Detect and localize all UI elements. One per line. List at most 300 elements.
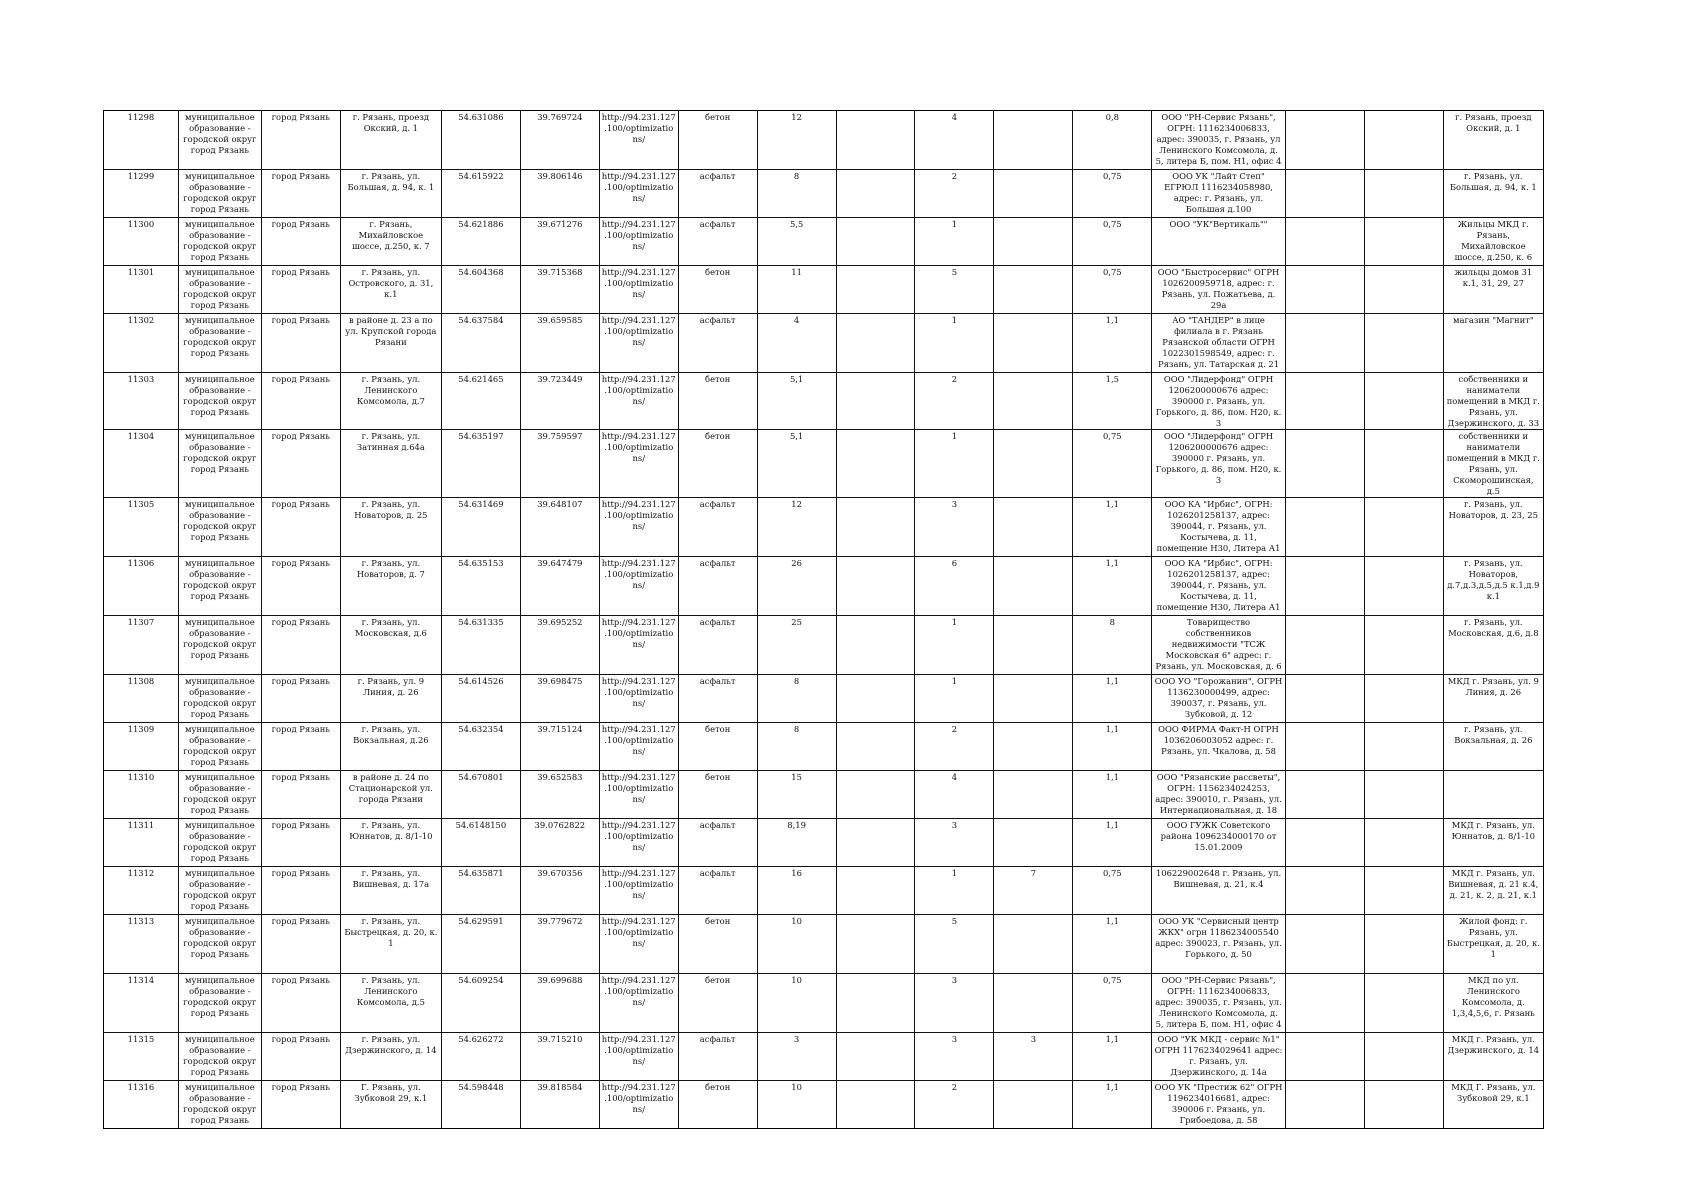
latitude-cell: 54.609254	[441, 974, 520, 1033]
area-cell: 10	[757, 974, 836, 1033]
municipality-cell: муниципальное образование - городской округ город Рязань	[178, 867, 261, 915]
empty-cell	[1364, 915, 1443, 974]
owner-cell: ООО ФИРМА Факт-Н ОГРН 1036206003052 адрес: г. Рязань, ул. Чкалова, д. 58	[1152, 723, 1286, 771]
registry-table	[103, 110, 1544, 1129]
containers-cell: 1	[915, 314, 994, 373]
latitude-cell: 54.629591	[441, 915, 520, 974]
address-cell: г. Рязань, ул. Ленинского Комсомола, д.7	[340, 373, 441, 430]
sources-cell: г. Рязань, ул. Новаторов, д. 23, 25	[1443, 498, 1543, 557]
address-cell: г. Рязань, ул. Быстрецкая, д. 20, к. 1	[340, 915, 441, 974]
longitude-cell: 39.698475	[520, 675, 599, 723]
link-cell: http://94.231.127.100/optimizations/	[599, 111, 678, 170]
empty-cell	[1364, 373, 1443, 430]
table-row	[104, 915, 1544, 974]
surface-cell: бетон	[678, 723, 757, 771]
id-cell: 11316	[104, 1081, 179, 1129]
id-cell: 11301	[104, 266, 179, 314]
empty-cell	[1364, 266, 1443, 314]
link-cell: http://94.231.127.100/optimizations/	[599, 974, 678, 1033]
empty-cell	[836, 723, 915, 771]
municipality-cell: муниципальное образование - городской округ город Рязань	[178, 915, 261, 974]
municipality-cell: муниципальное образование - городской округ город Рязань	[178, 1081, 261, 1129]
table-row	[104, 1033, 1544, 1081]
area-cell: 5,1	[757, 373, 836, 430]
empty-cell	[836, 266, 915, 314]
table-row	[104, 771, 1544, 819]
latitude-cell: 54.670801	[441, 771, 520, 819]
volume-cell: 1,1	[1073, 771, 1152, 819]
id-cell: 11309	[104, 723, 179, 771]
address-cell: г. Рязань, ул. Вишневая, д. 17а	[340, 867, 441, 915]
sources-cell: МКД г. Рязань, ул. Дзержинского, д. 14	[1443, 1033, 1543, 1081]
containers-cell: 3	[915, 819, 994, 867]
address-cell: г. Рязань, Михайловское шоссе, д.250, к. 7	[340, 218, 441, 266]
city-cell: город Рязань	[261, 771, 340, 819]
sources-cell: МКД г. Рязань, ул. Вишневая, д. 21 к.4, д. 21, к. 2, д. 21, к.1	[1443, 867, 1543, 915]
surface-cell: асфальт	[678, 498, 757, 557]
empty-cell	[1285, 218, 1364, 266]
municipality-cell: муниципальное образование - городской округ город Рязань	[178, 314, 261, 373]
extra-containers-cell	[994, 314, 1073, 373]
city-cell: город Рязань	[261, 373, 340, 430]
containers-cell: 5	[915, 915, 994, 974]
empty-cell	[836, 218, 915, 266]
longitude-cell: 39.806146	[520, 170, 599, 218]
extra-containers-cell	[994, 266, 1073, 314]
longitude-cell: 39.715368	[520, 266, 599, 314]
area-cell: 8	[757, 170, 836, 218]
link-cell: http://94.231.127.100/optimizations/	[599, 675, 678, 723]
empty-cell	[836, 170, 915, 218]
extra-containers-cell	[994, 675, 1073, 723]
longitude-cell: 39.671276	[520, 218, 599, 266]
empty-cell	[1364, 557, 1443, 616]
volume-cell: 0,75	[1073, 218, 1152, 266]
id-cell: 11298	[104, 111, 179, 170]
sources-cell: собственники и наниматели помещений в МКД г. Рязань, ул. Дзержинского, д. 33	[1443, 373, 1543, 430]
surface-cell: бетон	[678, 111, 757, 170]
city-cell: город Рязань	[261, 1033, 340, 1081]
empty-cell	[836, 819, 915, 867]
extra-containers-cell	[994, 915, 1073, 974]
area-cell: 3	[757, 1033, 836, 1081]
area-cell: 5,5	[757, 218, 836, 266]
longitude-cell: 39.759597	[520, 430, 599, 498]
longitude-cell: 39.818584	[520, 1081, 599, 1129]
latitude-cell: 54.632354	[441, 723, 520, 771]
extra-containers-cell	[994, 498, 1073, 557]
containers-cell: 2	[915, 1081, 994, 1129]
municipality-cell: муниципальное образование - городской округ город Рязань	[178, 430, 261, 498]
containers-cell: 6	[915, 557, 994, 616]
latitude-cell: 54.635197	[441, 430, 520, 498]
sources-cell: МКД г. Рязань, ул. 9 Линия, д. 26	[1443, 675, 1543, 723]
surface-cell: асфальт	[678, 819, 757, 867]
extra-containers-cell	[994, 111, 1073, 170]
table-row	[104, 111, 1544, 170]
surface-cell: асфальт	[678, 170, 757, 218]
city-cell: город Рязань	[261, 1081, 340, 1129]
empty-cell	[1285, 675, 1364, 723]
containers-cell: 3	[915, 1033, 994, 1081]
address-cell: г. Рязань, ул. Московская, д.6	[340, 616, 441, 675]
city-cell: город Рязань	[261, 314, 340, 373]
table-row	[104, 557, 1544, 616]
id-cell: 11302	[104, 314, 179, 373]
id-cell: 11310	[104, 771, 179, 819]
empty-cell	[1285, 373, 1364, 430]
empty-cell	[836, 1081, 915, 1129]
area-cell: 8	[757, 723, 836, 771]
latitude-cell: 54.6148150	[441, 819, 520, 867]
owner-cell: 106229002648 г. Рязань, ул. Вишневая, д. 21, к.4	[1152, 867, 1286, 915]
link-cell: http://94.231.127.100/optimizations/	[599, 1081, 678, 1129]
owner-cell: ООО "Быстросервис" ОГРН 1026200959718, адрес: г. Рязань, ул. Пожатьева, д. 29а	[1152, 266, 1286, 314]
table-row	[104, 498, 1544, 557]
longitude-cell: 39.699688	[520, 974, 599, 1033]
volume-cell: 1,1	[1073, 1033, 1152, 1081]
municipality-cell: муниципальное образование - городской округ город Рязань	[178, 266, 261, 314]
longitude-cell: 39.769724	[520, 111, 599, 170]
link-cell: http://94.231.127.100/optimizations/	[599, 498, 678, 557]
volume-cell: 1,1	[1073, 915, 1152, 974]
empty-cell	[836, 111, 915, 170]
empty-cell	[1285, 111, 1364, 170]
sources-cell: г. Рязань, ул. Вокзальная, д. 26	[1443, 723, 1543, 771]
city-cell: город Рязань	[261, 867, 340, 915]
longitude-cell: 39.695252	[520, 616, 599, 675]
volume-cell: 1,1	[1073, 314, 1152, 373]
containers-cell: 2	[915, 170, 994, 218]
link-cell: http://94.231.127.100/optimizations/	[599, 771, 678, 819]
empty-cell	[1285, 819, 1364, 867]
municipality-cell: муниципальное образование - городской округ город Рязань	[178, 557, 261, 616]
link-cell: http://94.231.127.100/optimizations/	[599, 170, 678, 218]
empty-cell	[836, 498, 915, 557]
latitude-cell: 54.615922	[441, 170, 520, 218]
municipality-cell: муниципальное образование - городской округ город Рязань	[178, 974, 261, 1033]
table-row	[104, 314, 1544, 373]
address-cell: г. Рязань, ул. Ленинского Комсомола, д.5	[340, 974, 441, 1033]
empty-cell	[836, 771, 915, 819]
latitude-cell: 54.626272	[441, 1033, 520, 1081]
sources-cell: МКД г. Рязань, ул. Юннатов, д. 8/1-10	[1443, 819, 1543, 867]
empty-cell	[1285, 867, 1364, 915]
address-cell: г. Рязань, ул. Новаторов, д. 25	[340, 498, 441, 557]
extra-containers-cell: 7	[994, 867, 1073, 915]
sources-cell: г. Рязань, ул. Новаторов, д.7,д.3,д.5,д.5 к.1,д.9 к.1	[1443, 557, 1543, 616]
surface-cell: асфальт	[678, 557, 757, 616]
containers-cell: 1	[915, 616, 994, 675]
latitude-cell: 54.604368	[441, 266, 520, 314]
municipality-cell: муниципальное образование - городской округ город Рязань	[178, 819, 261, 867]
owner-cell: ООО "Лидерфонд" ОГРН 1206200000676 адрес: 390000 г. Рязань, ул. Горького, д. 86, пом. Н20, к. 3	[1152, 430, 1286, 498]
volume-cell: 1,1	[1073, 675, 1152, 723]
latitude-cell: 54.614526	[441, 675, 520, 723]
owner-cell: ООО "УК МКД - сервис №1" ОГРН 1176234029641 адрес: г. Рязань, ул. Дзержинского, д. 14а	[1152, 1033, 1286, 1081]
area-cell: 16	[757, 867, 836, 915]
empty-cell	[1364, 1033, 1443, 1081]
owner-cell: ООО "УК"Вертикаль""	[1152, 218, 1286, 266]
volume-cell: 0,75	[1073, 974, 1152, 1033]
id-cell: 11315	[104, 1033, 179, 1081]
owner-cell: ООО "РН-Сервис Рязань", ОГРН: 1116234006833, адрес: 390035, г. Рязань, ул. Ленинского Комсомола, д. 5, литера Б, пом. Н1, офис 4	[1152, 974, 1286, 1033]
surface-cell: асфальт	[678, 867, 757, 915]
address-cell: в районе д. 23 а по ул. Крупской города Рязани	[340, 314, 441, 373]
surface-cell: бетон	[678, 915, 757, 974]
link-cell: http://94.231.127.100/optimizations/	[599, 430, 678, 498]
longitude-cell: 39.715124	[520, 723, 599, 771]
sources-cell: МКД Г. Рязань, ул. Зубковой 29, к.1	[1443, 1081, 1543, 1129]
extra-containers-cell	[994, 723, 1073, 771]
city-cell: город Рязань	[261, 819, 340, 867]
volume-cell: 1,1	[1073, 498, 1152, 557]
municipality-cell: муниципальное образование - городской округ город Рязань	[178, 373, 261, 430]
empty-cell	[1364, 1081, 1443, 1129]
municipality-cell: муниципальное образование - городской округ город Рязань	[178, 170, 261, 218]
id-cell: 11308	[104, 675, 179, 723]
volume-cell: 0,75	[1073, 867, 1152, 915]
empty-cell	[1285, 1033, 1364, 1081]
extra-containers-cell	[994, 373, 1073, 430]
extra-containers-cell	[994, 974, 1073, 1033]
id-cell: 11303	[104, 373, 179, 430]
address-cell: г. Рязань, проезд Окский, д. 1	[340, 111, 441, 170]
surface-cell: асфальт	[678, 616, 757, 675]
address-cell: г. Рязань, ул. Вокзальная, д.26	[340, 723, 441, 771]
table-row	[104, 723, 1544, 771]
empty-cell	[1285, 1081, 1364, 1129]
empty-cell	[1285, 723, 1364, 771]
latitude-cell: 54.637584	[441, 314, 520, 373]
empty-cell	[1285, 974, 1364, 1033]
area-cell: 4	[757, 314, 836, 373]
extra-containers-cell	[994, 616, 1073, 675]
containers-cell: 3	[915, 498, 994, 557]
id-cell: 11311	[104, 819, 179, 867]
containers-cell: 4	[915, 111, 994, 170]
volume-cell: 1,1	[1073, 819, 1152, 867]
containers-cell: 1	[915, 867, 994, 915]
surface-cell: бетон	[678, 266, 757, 314]
empty-cell	[836, 430, 915, 498]
empty-cell	[1285, 430, 1364, 498]
sources-cell: МКД по ул. Ленинского Комсомола, д. 1,3,4,5,6, г. Рязань	[1443, 974, 1543, 1033]
area-cell: 15	[757, 771, 836, 819]
link-cell: http://94.231.127.100/optimizations/	[599, 867, 678, 915]
latitude-cell: 54.621465	[441, 373, 520, 430]
id-cell: 11314	[104, 974, 179, 1033]
empty-cell	[836, 314, 915, 373]
volume-cell: 1,1	[1073, 1081, 1152, 1129]
containers-cell: 5	[915, 266, 994, 314]
municipality-cell: муниципальное образование - городской округ город Рязань	[178, 1033, 261, 1081]
empty-cell	[836, 557, 915, 616]
table-row	[104, 819, 1544, 867]
longitude-cell: 39.723449	[520, 373, 599, 430]
area-cell: 10	[757, 915, 836, 974]
empty-cell	[1364, 170, 1443, 218]
area-cell: 5,1	[757, 430, 836, 498]
extra-containers-cell	[994, 771, 1073, 819]
area-cell: 8,19	[757, 819, 836, 867]
address-cell: г. Рязань, ул. Большая, д. 94, к. 1	[340, 170, 441, 218]
area-cell: 12	[757, 111, 836, 170]
surface-cell: асфальт	[678, 675, 757, 723]
city-cell: город Рязань	[261, 974, 340, 1033]
empty-cell	[1285, 170, 1364, 218]
link-cell: http://94.231.127.100/optimizations/	[599, 915, 678, 974]
area-cell: 26	[757, 557, 836, 616]
municipality-cell: муниципальное образование - городской округ город Рязань	[178, 771, 261, 819]
address-cell: г. Рязань, ул. Затинная д.64а	[340, 430, 441, 498]
empty-cell	[1364, 314, 1443, 373]
owner-cell: ООО "Рязанские рассветы", ОГРН: 1156234024253, адрес: 390010, г. Рязань, ул. Интернациональная, д. 18	[1152, 771, 1286, 819]
extra-containers-cell	[994, 819, 1073, 867]
id-cell: 11312	[104, 867, 179, 915]
sources-cell	[1443, 771, 1543, 819]
table-row	[104, 373, 1544, 430]
longitude-cell: 39.648107	[520, 498, 599, 557]
owner-cell: ООО УК "Престиж 62" ОГРН 1196234016681, адрес: 390006 г. Рязань, ул. Грибоедова, д. 58	[1152, 1081, 1286, 1129]
link-cell: http://94.231.127.100/optimizations/	[599, 1033, 678, 1081]
owner-cell: АО "ТАНДЕР" в лице филиала в г. Рязань Рязанской области ОГРН 1022301598549, адрес: г. Рязань, ул. Татарская д. 21	[1152, 314, 1286, 373]
area-cell: 25	[757, 616, 836, 675]
empty-cell	[836, 675, 915, 723]
latitude-cell: 54.631086	[441, 111, 520, 170]
table-row	[104, 218, 1544, 266]
address-cell: г. Рязань, ул. Дзержинского, д. 14	[340, 1033, 441, 1081]
surface-cell: бетон	[678, 430, 757, 498]
extra-containers-cell	[994, 557, 1073, 616]
longitude-cell: 39.779672	[520, 915, 599, 974]
city-cell: город Рязань	[261, 111, 340, 170]
link-cell: http://94.231.127.100/optimizations/	[599, 723, 678, 771]
longitude-cell: 39.652583	[520, 771, 599, 819]
municipality-cell: муниципальное образование - городской округ город Рязань	[178, 675, 261, 723]
address-cell: Г. Рязань, ул. Зубковой 29, к.1	[340, 1081, 441, 1129]
id-cell: 11307	[104, 616, 179, 675]
area-cell: 8	[757, 675, 836, 723]
volume-cell: 1,1	[1073, 723, 1152, 771]
empty-cell	[1285, 266, 1364, 314]
longitude-cell: 39.715210	[520, 1033, 599, 1081]
sources-cell: жильцы домов 31 к.1, 31, 29, 27	[1443, 266, 1543, 314]
address-cell: г. Рязань, ул. Новаторов, д. 7	[340, 557, 441, 616]
city-cell: город Рязань	[261, 170, 340, 218]
id-cell: 11306	[104, 557, 179, 616]
longitude-cell: 39.0762822	[520, 819, 599, 867]
area-cell: 11	[757, 266, 836, 314]
containers-cell: 2	[915, 373, 994, 430]
containers-cell: 3	[915, 974, 994, 1033]
empty-cell	[836, 974, 915, 1033]
volume-cell: 1,1	[1073, 557, 1152, 616]
municipality-cell: муниципальное образование - городской округ город Рязань	[178, 616, 261, 675]
latitude-cell: 54.635153	[441, 557, 520, 616]
surface-cell: бетон	[678, 1081, 757, 1129]
owner-cell: ООО УО "Горожанин", ОГРН 1136230000499, адрес: 390037, г. Рязань, ул. Зубковой, д. 12	[1152, 675, 1286, 723]
id-cell: 11299	[104, 170, 179, 218]
table-row	[104, 616, 1544, 675]
longitude-cell: 39.659585	[520, 314, 599, 373]
latitude-cell: 54.635871	[441, 867, 520, 915]
link-cell: http://94.231.127.100/optimizations/	[599, 314, 678, 373]
municipality-cell: муниципальное образование - городской округ город Рязань	[178, 723, 261, 771]
address-cell: г. Рязань, ул. Островского, д. 31, к.1	[340, 266, 441, 314]
volume-cell: 0,8	[1073, 111, 1152, 170]
empty-cell	[1364, 616, 1443, 675]
city-cell: город Рязань	[261, 498, 340, 557]
address-cell: г. Рязань, ул. 9 Линия, д. 26	[340, 675, 441, 723]
surface-cell: бетон	[678, 974, 757, 1033]
municipality-cell: муниципальное образование - городской округ город Рязань	[178, 498, 261, 557]
volume-cell: 8	[1073, 616, 1152, 675]
latitude-cell: 54.631335	[441, 616, 520, 675]
owner-cell: ООО "Лидерфонд" ОГРН 1206200000676 адрес: 390000 г. Рязань, ул. Горького, д. 86, пом. Н20, к. 3	[1152, 373, 1286, 430]
empty-cell	[1364, 218, 1443, 266]
area-cell: 12	[757, 498, 836, 557]
longitude-cell: 39.670356	[520, 867, 599, 915]
containers-cell: 2	[915, 723, 994, 771]
volume-cell: 0,75	[1073, 170, 1152, 218]
municipality-cell: муниципальное образование - городской округ город Рязань	[178, 218, 261, 266]
city-cell: город Рязань	[261, 616, 340, 675]
city-cell: город Рязань	[261, 218, 340, 266]
municipality-cell: муниципальное образование - городской округ город Рязань	[178, 111, 261, 170]
link-cell: http://94.231.127.100/optimizations/	[599, 373, 678, 430]
area-cell: 10	[757, 1081, 836, 1129]
empty-cell	[1364, 974, 1443, 1033]
empty-cell	[836, 373, 915, 430]
extra-containers-cell	[994, 1081, 1073, 1129]
table-row	[104, 1081, 1544, 1129]
extra-containers-cell	[994, 430, 1073, 498]
owner-cell: ООО ГУЖК Советского района 1096234000170 от 15.01.2009	[1152, 819, 1286, 867]
link-cell: http://94.231.127.100/optimizations/	[599, 218, 678, 266]
owner-cell: Товарищество собственников недвижимости "ТСЖ Московская 6" адрес: г. Рязань, ул. Московская, д. 6	[1152, 616, 1286, 675]
sources-cell: собственники и наниматели помещений в МКД г. Рязань, ул. Скоморошинская, д.5	[1443, 430, 1543, 498]
link-cell: http://94.231.127.100/optimizations/	[599, 616, 678, 675]
sources-cell: г. Рязань, ул. Большая, д. 94, к. 1	[1443, 170, 1543, 218]
owner-cell: ООО КА "Ирбис", ОГРН: 1026201258137, адрес: 390044, г. Рязань, ул. Костычева, д. 11, помещение Н30, Литера А1	[1152, 498, 1286, 557]
registry-table-body	[104, 111, 1544, 1129]
city-cell: город Рязань	[261, 723, 340, 771]
extra-containers-cell	[994, 218, 1073, 266]
surface-cell: бетон	[678, 373, 757, 430]
sources-cell: Жилой фонд: г. Рязань, ул. Быстрецкая, д. 20, к. 1	[1443, 915, 1543, 974]
table-row	[104, 170, 1544, 218]
containers-cell: 1	[915, 218, 994, 266]
empty-cell	[1364, 430, 1443, 498]
table-row	[104, 266, 1544, 314]
empty-cell	[836, 867, 915, 915]
surface-cell: асфальт	[678, 1033, 757, 1081]
empty-cell	[1285, 915, 1364, 974]
city-cell: город Рязань	[261, 266, 340, 314]
latitude-cell: 54.598448	[441, 1081, 520, 1129]
city-cell: город Рязань	[261, 430, 340, 498]
surface-cell: асфальт	[678, 314, 757, 373]
sources-cell: Жильцы МКД г. Рязань, Михайловское шоссе, д.250, к. 6	[1443, 218, 1543, 266]
empty-cell	[1364, 819, 1443, 867]
latitude-cell: 54.621886	[441, 218, 520, 266]
volume-cell: 0,75	[1073, 266, 1152, 314]
volume-cell: 1,5	[1073, 373, 1152, 430]
empty-cell	[1364, 675, 1443, 723]
empty-cell	[1285, 498, 1364, 557]
link-cell: http://94.231.127.100/optimizations/	[599, 819, 678, 867]
